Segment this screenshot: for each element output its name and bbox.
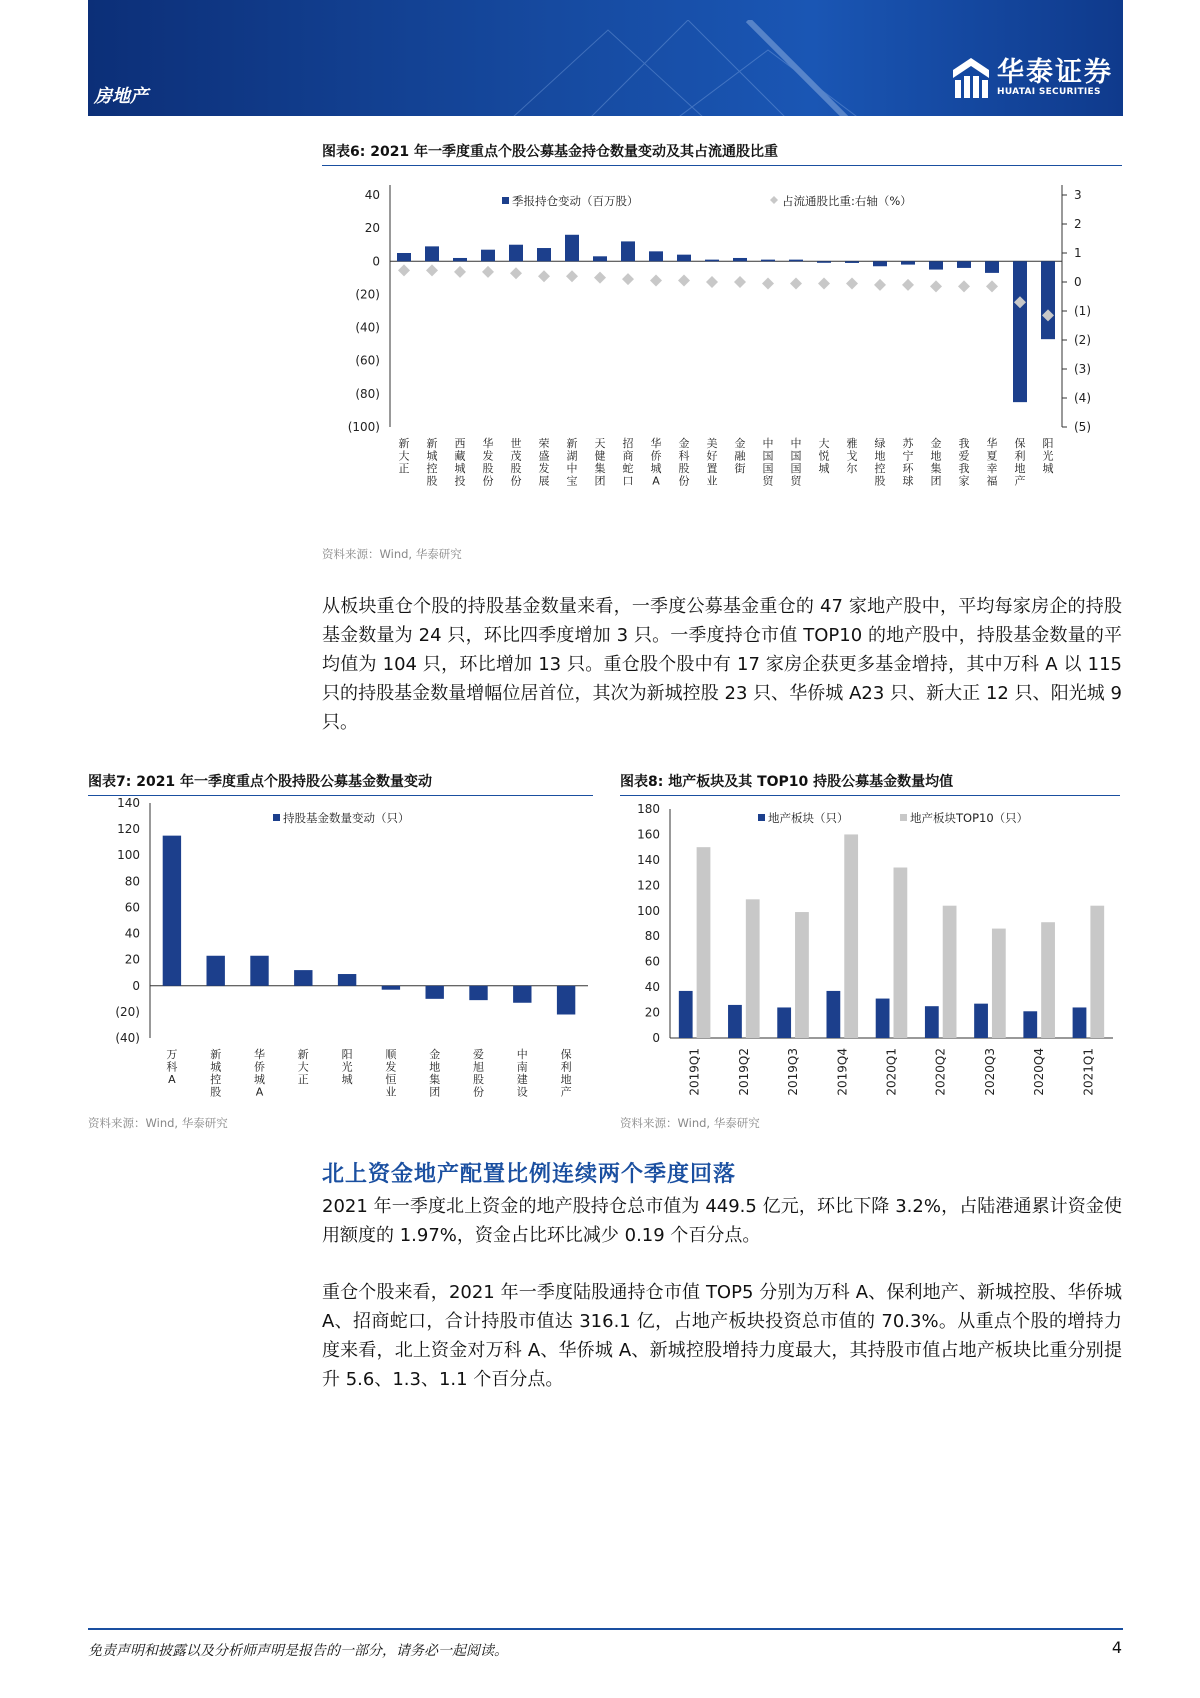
fig6-title: 图表6: 2021 年一季度重点个股公募基金持仓数量变动及其占流通股比重 <box>322 141 1122 166</box>
fig6-category-label: 中国国贸 <box>762 437 774 488</box>
fig7-bar <box>163 836 181 986</box>
fig6-y2tick-label: 2 <box>1074 217 1082 231</box>
fig8-category-label: 2020Q3 <box>982 1048 997 1096</box>
fig6-ratio-point <box>846 277 858 289</box>
fig7-category-label: 新大正 <box>297 1048 309 1086</box>
fig6-y2tick-label: (3) <box>1074 362 1091 376</box>
fig6-ratio-point <box>510 267 522 279</box>
fig6-ratio-point <box>454 266 466 278</box>
fig7-title: 图表7: 2021 年一季度重点个股持股公募基金数量变动 <box>88 771 593 796</box>
fig8-legend-label: 地产板块TOP10（只） <box>910 811 1029 825</box>
fig6-bar <box>425 246 439 261</box>
fig7-bar <box>513 986 531 1003</box>
fig6-category-label: 华发股份 <box>482 437 494 488</box>
fig8-bar-top10 <box>746 899 760 1038</box>
fig8-category-label: 2020Q2 <box>933 1048 948 1096</box>
fig6-bar <box>453 258 467 261</box>
fig6-ratio-point <box>790 277 802 289</box>
fig6-ratio-point <box>734 276 746 288</box>
fig7-bar <box>338 974 356 986</box>
footer-disclaimer: 免责声明和披露以及分析师声明是报告的一部分，请务必一起阅读。 <box>88 1643 508 1659</box>
fig7-category-label: 万科 A <box>166 1048 178 1086</box>
fig6-bar <box>1041 261 1055 339</box>
fig6-ratio-point <box>566 270 578 282</box>
fig6-ratio-point <box>902 279 914 291</box>
fig8-category-label: 2019Q1 <box>687 1048 702 1096</box>
fig6-ratio-point <box>622 273 634 285</box>
paragraph-fund-holdings: 从板块重仓个股的持股基金数量来看，一季度公募基金重仓的 47 家地产股中，平均每家房企的持股基金数量为 24 只，环比四季度增加 3 只。一季度持仓市值 TOP10 的地产股中，持股基金数量的平均值为 104 只，环比增加 13 只。重仓股个股中有 17 家房企获更多基金增持，其中万科 A 以 115 只的持股基金数量增幅位居首位，其次为新城控股 23 只、华侨城 A23 只、新大正 12 只、阳光城 9 只。 <box>322 596 1122 733</box>
fig6-category-label: 新城控股 <box>426 437 438 488</box>
fig8-bar-sector <box>876 999 890 1038</box>
fig8-bar-sector <box>974 1004 988 1038</box>
fig8-bar-top10 <box>992 929 1006 1038</box>
fig8-bar-top10 <box>844 834 858 1038</box>
brand-logo <box>953 58 1113 98</box>
fig6-bar <box>481 250 495 262</box>
fig6-ratio-point <box>930 280 942 292</box>
fig6-ytick-label: (60) <box>355 353 380 368</box>
page-number: 4 <box>1111 1638 1122 1657</box>
fig8-source: 资料来源：Wind, 华泰研究 <box>620 1116 760 1130</box>
fig6-category-label: 世茂股份 <box>510 437 522 488</box>
fig6-category-label: 金融街 <box>734 437 746 475</box>
fig7-ytick-label: (20) <box>115 1004 140 1019</box>
fig6-ratio-point <box>706 276 718 288</box>
fig8-bar-top10 <box>1090 906 1104 1038</box>
fig6-category-label: 金科股份 <box>678 437 690 488</box>
fig7-bar <box>557 986 575 1015</box>
fig6-ratio-point <box>398 264 410 276</box>
fig6-bar <box>733 258 747 261</box>
fig6-y2tick-label: (5) <box>1074 420 1091 434</box>
huatai-logo-icon <box>953 58 989 98</box>
fig6-y2tick-label: 1 <box>1074 246 1082 260</box>
fig6-bar <box>761 260 775 262</box>
fig7-legend-swatch <box>273 814 280 821</box>
fig6-bar <box>565 235 579 262</box>
fig6-bar <box>817 261 831 263</box>
fig6-ytick-label: 40 <box>364 188 380 202</box>
fig6-category-label: 阳光城 <box>1042 437 1054 475</box>
fig6-ratio-point <box>650 275 662 287</box>
fig7-bar <box>250 956 268 986</box>
fig6-bar <box>677 255 691 262</box>
fig6-bar <box>901 261 915 264</box>
fig8-bar-sector <box>826 991 840 1038</box>
fig8-legend-swatch-sector <box>758 814 765 821</box>
fig6-category-label: 新湖中宝 <box>566 437 578 488</box>
fig6-ytick-label: (100) <box>347 420 380 434</box>
fig8-bar-top10 <box>697 847 711 1038</box>
fig6-ratio-point <box>818 277 830 289</box>
fig7-bar <box>294 970 312 986</box>
fig6-bar <box>929 261 943 269</box>
fig8-bar-sector <box>777 1007 791 1038</box>
fig6-ytick-label: 20 <box>364 221 380 236</box>
fig6-category-label: 华侨城 A <box>650 437 662 488</box>
fig8-ytick-label: 160 <box>637 827 660 842</box>
fig6-category-label: 金地集团 <box>930 437 942 488</box>
fig8-bar-top10 <box>795 912 809 1038</box>
fig8-ytick-label: 60 <box>644 954 660 969</box>
fig6-bar <box>789 260 803 262</box>
fig7-ytick-label: 20 <box>124 952 140 967</box>
fig6-ratio-point <box>426 264 438 276</box>
fig6-y2tick-label: (4) <box>1074 391 1091 405</box>
fig8-ytick-label: 140 <box>637 852 660 867</box>
fig7-category-label: 阳光城 <box>341 1048 353 1086</box>
paragraph-top-holdings: 重仓个股来看，2021 年一季度陆股通持仓市值 TOP5 分别为万科 A、保利地产、新城控股、华侨城 A、招商蛇口，合计持股市值达 316.1 亿，占地产板块投资总市值的 70.3%。从重点个股的增持力度来看，北上资金对万科 A、华侨城 A、新城控股增持力度最大，其持股市值占地产板块比重分别提升 5.6、1.3、1.1 个百分点。 <box>322 1282 1122 1390</box>
fig8-ytick-label: 40 <box>644 980 660 995</box>
fig6-bar <box>873 261 887 266</box>
fig8-legend-swatch-top10 <box>900 814 907 821</box>
fig6-legend-swatch-point <box>770 196 778 204</box>
fig6-y2tick-label: 0 <box>1074 275 1082 289</box>
fig8-bar-top10 <box>894 868 908 1038</box>
fig6-y2tick-label: (2) <box>1074 333 1091 347</box>
fig7-ytick-label: 120 <box>117 822 140 837</box>
fig7-source: 资料来源：Wind, 华泰研究 <box>88 1116 228 1130</box>
fig7-ytick-label: 100 <box>117 848 140 863</box>
fig6-category-label: 中国国贸 <box>790 437 802 488</box>
fig6-bar <box>985 261 999 273</box>
fig6-chart <box>322 173 1122 528</box>
fig6-ratio-point <box>538 270 550 282</box>
fig6-ytick-label: (20) <box>355 287 380 302</box>
fig6-category-label: 新大正 <box>398 437 410 475</box>
fig6-category-label: 我爱我家 <box>958 437 970 488</box>
fig8-category-label: 2021Q1 <box>1081 1048 1096 1096</box>
banner-wave-decoration <box>488 20 948 116</box>
fig8-bar-sector <box>1073 1007 1087 1038</box>
fig8-bar-top10 <box>1041 922 1055 1038</box>
fig7-category-label: 爱旭股份 <box>473 1048 484 1099</box>
fig8-bar-sector <box>1023 1011 1037 1038</box>
fig8-title: 图表8: 地产板块及其 TOP10 持股公募基金数量均值 <box>620 771 1120 796</box>
fig6-ratio-point <box>874 279 886 291</box>
fig6-category-label: 绿地控股 <box>874 437 886 488</box>
fig7-category-label: 顺发恒业 <box>385 1048 397 1099</box>
fig6-bar <box>957 261 971 268</box>
fig8-chart <box>618 795 1123 1105</box>
fig7-category-label: 新城控股 <box>210 1048 222 1099</box>
fig7-ytick-label: (40) <box>115 1031 140 1045</box>
fig6-source: 资料来源：Wind, 华泰研究 <box>322 547 462 561</box>
fig6-ratio-point <box>678 275 690 287</box>
section-heading: 北上资金地产配置比例连续两个季度回落 <box>322 1162 737 1187</box>
fig6-category-label: 保利地产 <box>1014 437 1026 488</box>
fig6-ratio-point <box>958 280 970 292</box>
header-banner <box>88 0 1123 116</box>
fig7-category-label: 金地集团 <box>429 1048 441 1099</box>
logo-chinese-name: 华泰证券 <box>997 57 1113 88</box>
fig8-category-label: 2020Q4 <box>1032 1048 1047 1096</box>
fig7-category-label: 保利地产 <box>560 1048 572 1099</box>
fig6-bar <box>1013 261 1027 402</box>
fig6-legend-label: 占流通股比重:右轴（%） <box>782 194 912 208</box>
fig7-bar <box>207 956 225 986</box>
fig6-category-label: 华夏幸福 <box>986 437 998 488</box>
fig8-bar-sector <box>925 1006 939 1038</box>
fig7-ytick-label: 0 <box>132 978 140 993</box>
fig6-ratio-point <box>482 266 494 278</box>
fig8-ytick-label: 80 <box>644 929 660 944</box>
fig6-ratio-point <box>594 272 606 284</box>
fig8-category-label: 2020Q1 <box>884 1048 899 1096</box>
fig8-ytick-label: 100 <box>637 903 660 918</box>
logo-english-name: HUATAI SECURITIES <box>997 87 1101 97</box>
fig8-ytick-label: 180 <box>637 802 660 816</box>
section-label: 房地产 <box>94 86 148 107</box>
fig8-bar-top10 <box>943 906 957 1038</box>
fig6-bar <box>845 261 859 263</box>
fig8-ytick-label: 120 <box>637 878 660 893</box>
fig7-bar <box>469 986 487 1000</box>
fig7-ytick-label: 80 <box>124 874 140 889</box>
fig6-category-label: 西藏城投 <box>454 437 466 488</box>
fig6-bar <box>649 251 663 261</box>
fig7-bar <box>382 986 400 990</box>
fig6-category-label: 天健集团 <box>594 437 606 488</box>
fig6-legend-swatch-bar <box>502 197 509 204</box>
fig6-ytick-label: (80) <box>355 386 380 401</box>
fig6-bar <box>537 248 551 261</box>
fig6-bar <box>621 241 635 261</box>
fig7-ytick-label: 140 <box>117 796 140 810</box>
fig6-ratio-point <box>986 280 998 292</box>
fig7-legend-label: 持股基金数量变动（只） <box>283 811 410 825</box>
fig6-y2tick-label: (1) <box>1074 304 1091 318</box>
fig6-category-label: 招商蛇口 <box>622 437 634 488</box>
paragraph-northbound-funds: 2021 年一季度北上资金的地产股持仓总市值为 449.5 亿元，环比下降 3.2%，占陆港通累计资金使用额度的 1.97%，资金占比环比减少 0.19 个百分点。 <box>322 1196 1122 1246</box>
fig7-ytick-label: 40 <box>124 926 140 941</box>
footer-divider <box>88 1628 1123 1630</box>
fig8-bar-sector <box>728 1005 742 1038</box>
fig6-category-label: 美好置业 <box>706 437 718 488</box>
fig6-ytick-label: 0 <box>372 254 380 269</box>
fig7-category-label: 华侨城 A <box>254 1048 265 1099</box>
fig6-category-label: 雅戈尔 <box>846 437 858 475</box>
fig6-bar <box>593 256 607 261</box>
fig6-ytick-label: (40) <box>355 320 380 335</box>
fig6-bar <box>509 245 523 262</box>
fig6-ratio-point <box>762 277 774 289</box>
fig7-category-label: 中南建设 <box>516 1048 528 1099</box>
fig6-y2tick-label: 3 <box>1074 188 1082 202</box>
fig8-ytick-label: 20 <box>644 1005 660 1020</box>
fig8-category-label: 2019Q2 <box>736 1048 751 1096</box>
fig6-category-label: 苏宁环球 <box>902 437 914 488</box>
fig8-bar-sector <box>679 991 693 1038</box>
fig7-bar <box>426 986 444 999</box>
fig6-category-label: 荣盛发展 <box>538 437 550 488</box>
fig6-legend-label: 季报持仓变动（百万股） <box>512 194 639 208</box>
fig6-bar <box>705 260 719 262</box>
fig8-ytick-label: 0 <box>652 1031 660 1045</box>
fig8-category-label: 2019Q4 <box>835 1048 850 1096</box>
fig7-ytick-label: 60 <box>124 900 140 915</box>
fig8-category-label: 2019Q3 <box>786 1048 801 1096</box>
fig6-category-label: 大悦城 <box>818 437 830 475</box>
fig8-legend-label: 地产板块（只） <box>768 811 849 825</box>
fig6-bar <box>397 253 411 261</box>
fig7-chart <box>88 795 593 1105</box>
